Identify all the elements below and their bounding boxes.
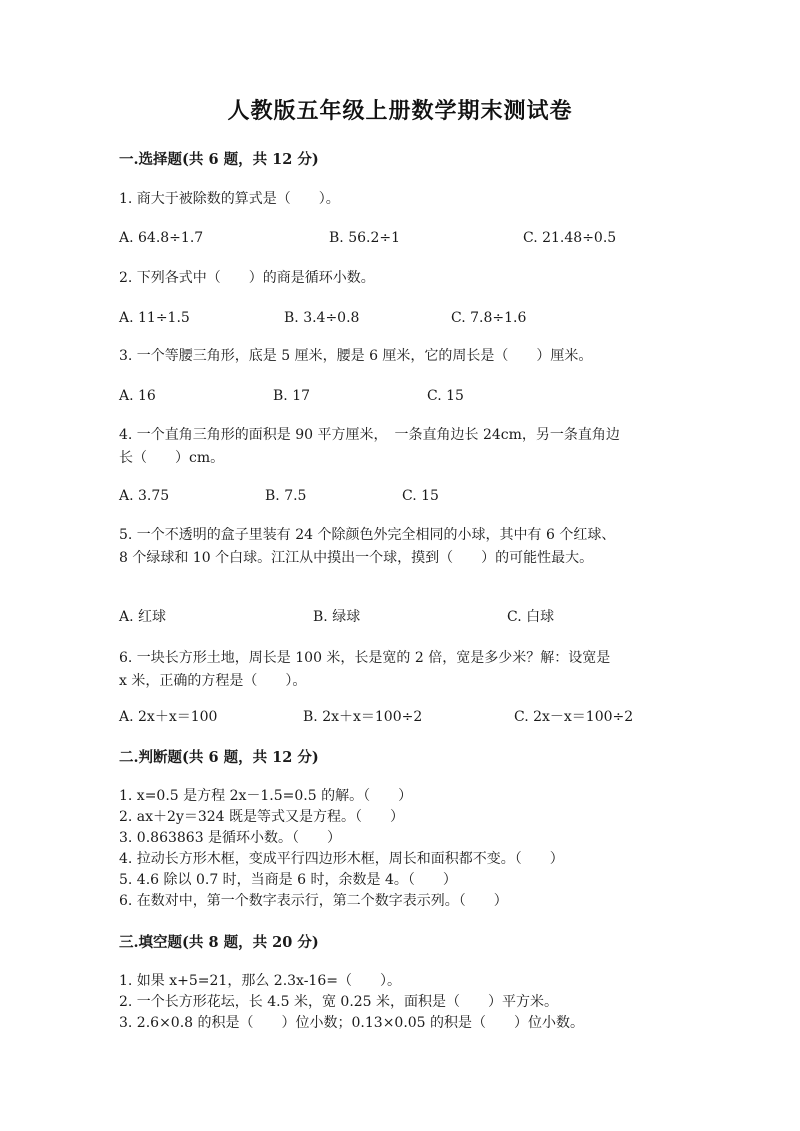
judgement-item-5: 5. 4.6 除以 0.7 时，当商是 6 时，余数是 4。（ ）: [119, 872, 457, 888]
fill-in-item-2: 2. 一个长方形花坛，长 4.5 米，宽 0.25 米，面积是（ ）平方米。: [119, 994, 559, 1010]
question-3-text: 3. 一个等腰三角形，底是 5 厘米，腰是 6 厘米，它的周长是（ ）厘米。: [119, 348, 593, 364]
question-2-option-b: B. 3.4÷0.8: [284, 310, 360, 326]
judgement-item-4: 4. 拉动长方形木框，变成平行四边形木框，周长和面积都不变。（ ）: [119, 851, 564, 867]
section-heading-choice: 一.选择题(共 6 题，共 12 分): [119, 151, 319, 168]
fill-in-item-1: 1. 如果 x+5=21，那么 2.3x-16=（ ）。: [119, 973, 401, 989]
question-5-option-b: B. 绿球: [313, 609, 361, 625]
judgement-item-2: 2. ax＋2y＝324 既是等式又是方程。（ ）: [119, 809, 405, 825]
judgement-item-1: 1. x=0.5 是方程 2x－1.5=0.5 的解。（ ）: [119, 788, 413, 804]
question-3-option-c: C. 15: [427, 388, 464, 404]
question-4-text-line-2: 长（ ）cm。: [119, 450, 225, 466]
question-3-option-a: A. 16: [119, 388, 156, 404]
question-6-text-line-2: x 米，正确的方程是（ ）。: [119, 673, 307, 689]
question-5-text-line-2: 8 个绿球和 10 个白球。江江从中摸出一个球，摸到（ ）的可能性最大。: [119, 550, 594, 566]
fill-in-item-3: 3. 2.6×0.8 的积是（ ）位小数；0.13×0.05 的积是（ ）位小数。: [119, 1015, 585, 1031]
question-6-text-line-1: 6. 一块长方形土地，周长是 100 米，长是宽的 2 倍，宽是多少米？解：设宽是: [119, 650, 611, 666]
question-2-text: 2. 下列各式中（ ）的商是循环小数。: [119, 270, 375, 286]
section-heading-fill-in: 三.填空题(共 8 题，共 20 分): [119, 934, 319, 951]
question-6-option-b: B. 2x＋x＝100÷2: [303, 709, 423, 725]
question-4-option-c: C. 15: [402, 488, 439, 504]
question-6-option-c: C. 2x－x＝100÷2: [514, 709, 634, 725]
judgement-item-3: 3. 0.863863 是循环小数。（ ）: [119, 830, 342, 846]
question-4-option-b: B. 7.5: [265, 488, 307, 504]
question-5-option-c: C. 白球: [507, 609, 555, 625]
question-6-option-a: A. 2x＋x＝100: [119, 709, 218, 725]
question-3-option-b: B. 17: [273, 388, 311, 404]
question-1-text: 1. 商大于被除数的算式是（ ）。: [119, 191, 340, 207]
question-1-option-c: C. 21.48÷0.5: [523, 230, 617, 246]
judgement-item-6: 6. 在数对中，第一个数字表示行，第二个数字表示列。（ ）: [119, 893, 508, 909]
question-2-option-c: C. 7.8÷1.6: [451, 310, 527, 326]
question-4-option-a: A. 3.75: [119, 488, 170, 504]
page-title: 人教版五年级上册数学期末测试卷: [227, 98, 573, 124]
question-4-text-line-1: 4. 一个直角三角形的面积是 90 平方厘米， 一条直角边长 24cm，另一条直角边: [119, 427, 620, 443]
question-5-text-line-1: 5. 一个不透明的盒子里装有 24 个除颜色外完全相同的小球，其中有 6 个红球、: [119, 527, 616, 543]
question-1-option-a: A. 64.8÷1.7: [119, 230, 204, 246]
section-heading-judgement: 二.判断题(共 6 题，共 12 分): [119, 749, 319, 766]
question-5-option-a: A. 红球: [119, 609, 167, 625]
question-1-option-b: B. 56.2÷1: [329, 230, 400, 246]
question-2-option-a: A. 11÷1.5: [119, 310, 190, 326]
